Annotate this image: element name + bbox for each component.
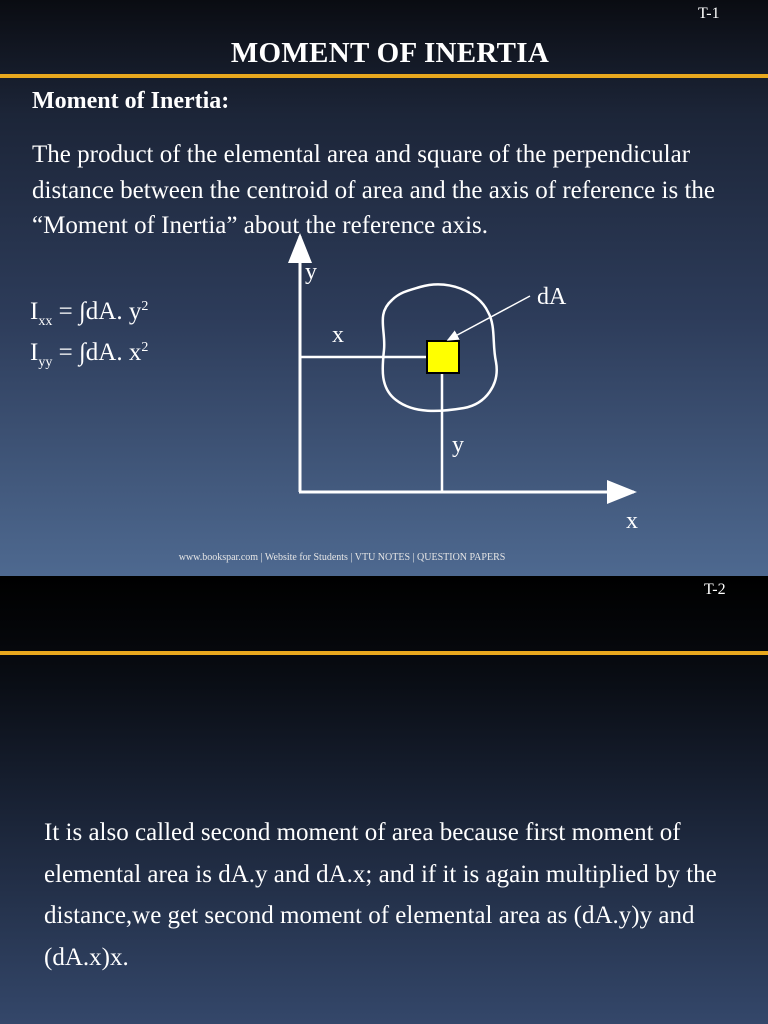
formula-subscript: yy: [38, 355, 53, 370]
formula-symbol: I: [30, 339, 39, 366]
section-heading: Moment of Inertia:: [32, 88, 230, 114]
footer-credit: www.bookspar.com | Website for Students | VTU NOTES | QUESTION PAPERS: [178, 552, 506, 563]
formula-expression: = ∫dA. y: [52, 298, 142, 325]
x-axis-label: x: [626, 508, 638, 534]
definition-paragraph: The product of the elemental area and square of the perpendicular distance between the centroid of area and the axis of reference is the “Moment of Inertia” about the reference axis.: [32, 141, 715, 239]
y-axis-label: y: [305, 259, 317, 285]
title-divider: [0, 651, 768, 655]
formula-expression: = ∫dA. x: [52, 339, 142, 366]
formula-power: 2: [141, 340, 149, 355]
slide-title: MOMENT OF INERTIA: [230, 37, 550, 69]
elemental-area-square: [427, 341, 459, 373]
slide-number: T-2: [704, 581, 726, 598]
slide-number: T-1: [698, 5, 720, 22]
element-pointer-arrow: [448, 296, 530, 340]
y-distance-label: y: [452, 432, 464, 458]
formula-power: 2: [141, 299, 149, 314]
formula-subscript: xx: [38, 314, 53, 329]
slide-2: [0, 576, 768, 1024]
x-distance-label: x: [332, 322, 344, 348]
second-moment-paragraph: It is also called second moment of area because first moment of elemental area is dA.y and dA.x; and if it is again multiplied by the distance,we get second moment of elemental area as (dA.y)y and (dA.x)x.: [44, 819, 717, 971]
element-label: dA: [537, 284, 567, 310]
formula-symbol: I: [30, 298, 39, 325]
